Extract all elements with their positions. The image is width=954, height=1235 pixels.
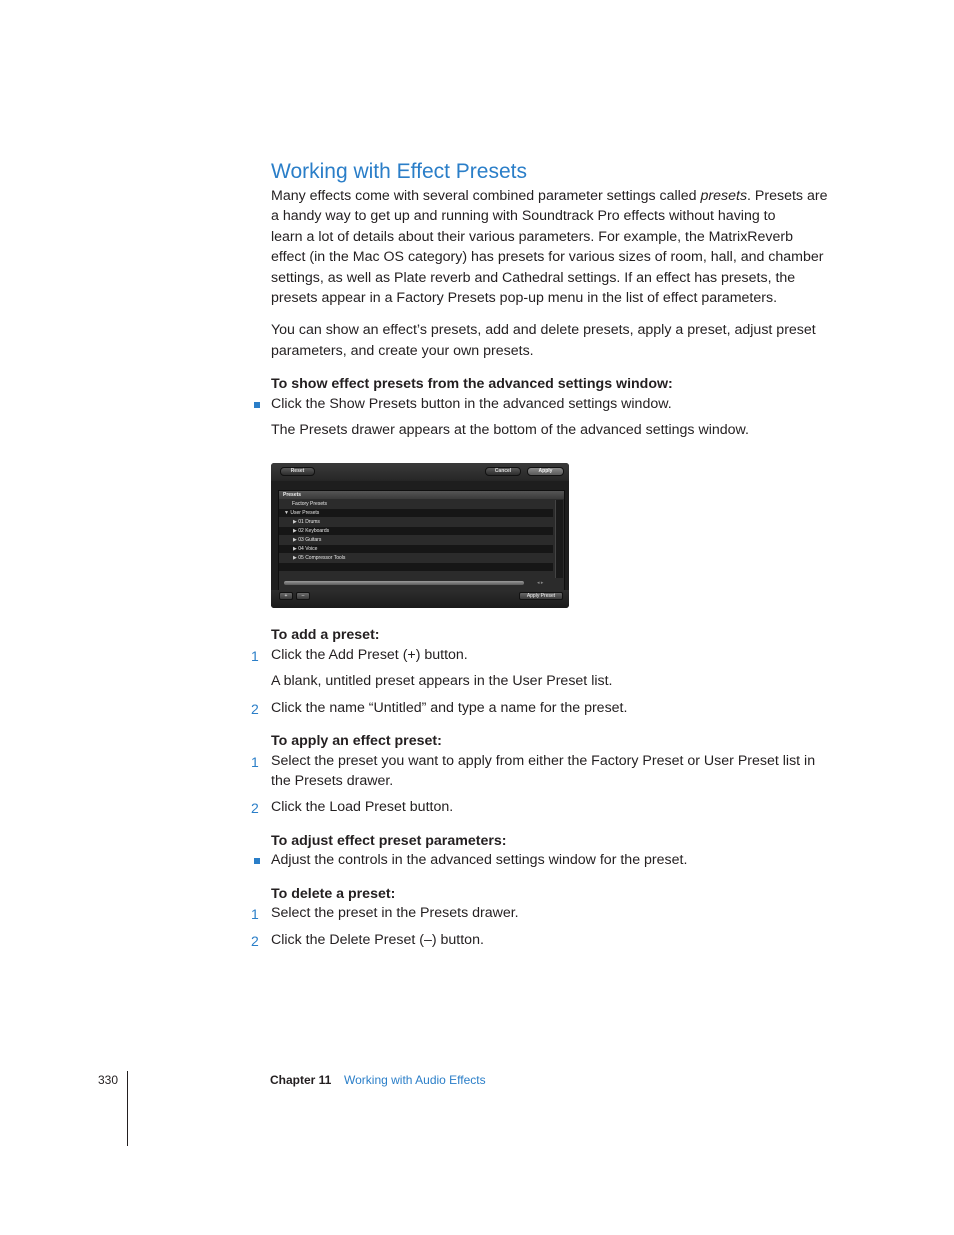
bullet-icon <box>254 402 260 408</box>
intro-line-4: effect (in the Mac OS category) has presets for various sizes of room, hall, and chamber <box>271 249 824 265</box>
step-number: 1 <box>251 648 259 664</box>
adjust-preset-step: Adjust the controls in the advanced settings window for the preset. <box>271 852 688 868</box>
preset-row-label: Factory Presets <box>292 501 328 507</box>
para2-line-1: You can show an effect’s presets, add and delete presets, apply a preset, adjust preset <box>271 322 816 338</box>
apply-preset-heading: To apply an effect preset: <box>271 733 442 749</box>
apply-button[interactable]: Apply <box>527 467 564 476</box>
preset-row-factory[interactable] <box>279 500 553 508</box>
step-number: 2 <box>251 701 259 717</box>
delete-preset-step-1: Select the preset in the Presets drawer. <box>271 905 519 921</box>
intro-line-1 <box>271 188 827 204</box>
apply-preset-step-2: Click the Load Preset button. <box>271 799 454 815</box>
preset-row-compressor[interactable] <box>279 554 553 562</box>
drawer-top-bar <box>271 463 569 481</box>
add-preset-result: A blank, untitled preset appears in the User Preset list. <box>271 673 613 689</box>
show-presets-heading: To show effect presets from the advanced settings window: <box>271 376 673 392</box>
intro-line-5: settings, as well as Plate reverb and Cathedral settings. If an effect has presets, the <box>271 270 796 286</box>
bullet-icon <box>254 858 260 864</box>
delete-preset-button[interactable]: – <box>296 592 310 600</box>
add-preset-step-2: Click the name “Untitled” and type a name for the preset. <box>271 700 628 716</box>
delete-preset-heading: To delete a preset: <box>271 886 396 902</box>
preset-row-voice[interactable] <box>279 545 553 553</box>
intro-line-1-text: Many effects come with several combined parameter settings called <box>271 188 701 204</box>
preset-row-label: 05 Compressor Tools <box>298 555 346 561</box>
preset-row-drums[interactable] <box>279 518 553 526</box>
intro-line-1-tail: . Presets are <box>747 188 828 204</box>
chapter-title: Working with Audio Effects <box>344 1073 486 1087</box>
disclosure-right-icon[interactable]: ▶ <box>293 555 297 561</box>
disclosure-down-icon[interactable]: ▼ <box>284 510 289 516</box>
step-number: 1 <box>251 754 259 770</box>
intro-line-6: presets appear in a Factory Presets pop-up menu in the list of effect parameters. <box>271 290 778 306</box>
section-heading: Working with Effect Presets <box>271 160 527 183</box>
disclosure-right-icon[interactable]: ▶ <box>293 537 297 543</box>
intro-line-3: learn a lot of details about their various parameters. For example, the MatrixReverb <box>271 229 794 245</box>
show-presets-result: The Presets drawer appears at the bottom of the advanced settings window. <box>271 422 749 438</box>
add-preset-button[interactable]: + <box>279 592 293 600</box>
presets-drawer-screenshot <box>271 463 569 608</box>
chapter-label: Chapter 11 <box>270 1073 332 1087</box>
add-preset-heading: To add a preset: <box>271 627 380 643</box>
scroll-arrows-icon[interactable]: ◂ ▸ <box>537 580 544 586</box>
disclosure-right-icon[interactable]: ▶ <box>293 546 297 552</box>
adjust-preset-heading: To adjust effect preset parameters: <box>271 833 507 849</box>
disclosure-right-icon[interactable]: ▶ <box>293 519 297 525</box>
para2-line-2: parameters, and create your own presets. <box>271 343 534 359</box>
step-number: 2 <box>251 800 259 816</box>
preset-row-guitars[interactable] <box>279 536 553 544</box>
step-number: 2 <box>251 933 259 949</box>
step-number: 1 <box>251 906 259 922</box>
delete-preset-step-2: Click the Delete Preset (–) button. <box>271 932 484 948</box>
show-presets-step: Click the Show Presets button in the advanced settings window. <box>271 396 672 412</box>
apply-preset-step-1a: Select the preset you want to apply from either the Factory Preset or User Preset list in <box>271 753 816 769</box>
preset-row-keyboards[interactable] <box>279 527 553 535</box>
preset-row-label: User Presets <box>290 510 320 516</box>
cancel-button[interactable]: Cancel <box>485 467 521 476</box>
presets-list-panel <box>278 490 565 597</box>
preset-row-label: 03 Guitars <box>298 537 322 543</box>
preset-row-label: 04 Voice <box>298 546 318 552</box>
presets-list-header: Presets <box>279 491 564 499</box>
horizontal-scrollbar[interactable] <box>284 581 524 585</box>
reset-button[interactable]: Reset <box>280 467 315 476</box>
page-number: 330 <box>98 1073 119 1087</box>
preset-row-label: 02 Keyboards <box>298 528 330 534</box>
footer-divider <box>127 1071 128 1146</box>
intro-italic-term: presets <box>700 188 748 204</box>
disclosure-right-icon[interactable]: ▶ <box>293 528 297 534</box>
preset-row-user[interactable] <box>279 509 553 517</box>
apply-preset-step-1b: the Presets drawer. <box>271 773 394 789</box>
add-preset-step-1: Click the Add Preset (+) button. <box>271 647 468 663</box>
vertical-scrollbar[interactable] <box>555 500 563 578</box>
apply-preset-button[interactable]: Apply Preset <box>519 592 563 600</box>
preset-row-label: 01 Drums <box>298 519 320 525</box>
intro-line-2: a handy way to get up and running with Soundtrack Pro effects without having to <box>271 208 776 224</box>
preset-row-empty <box>279 563 553 571</box>
